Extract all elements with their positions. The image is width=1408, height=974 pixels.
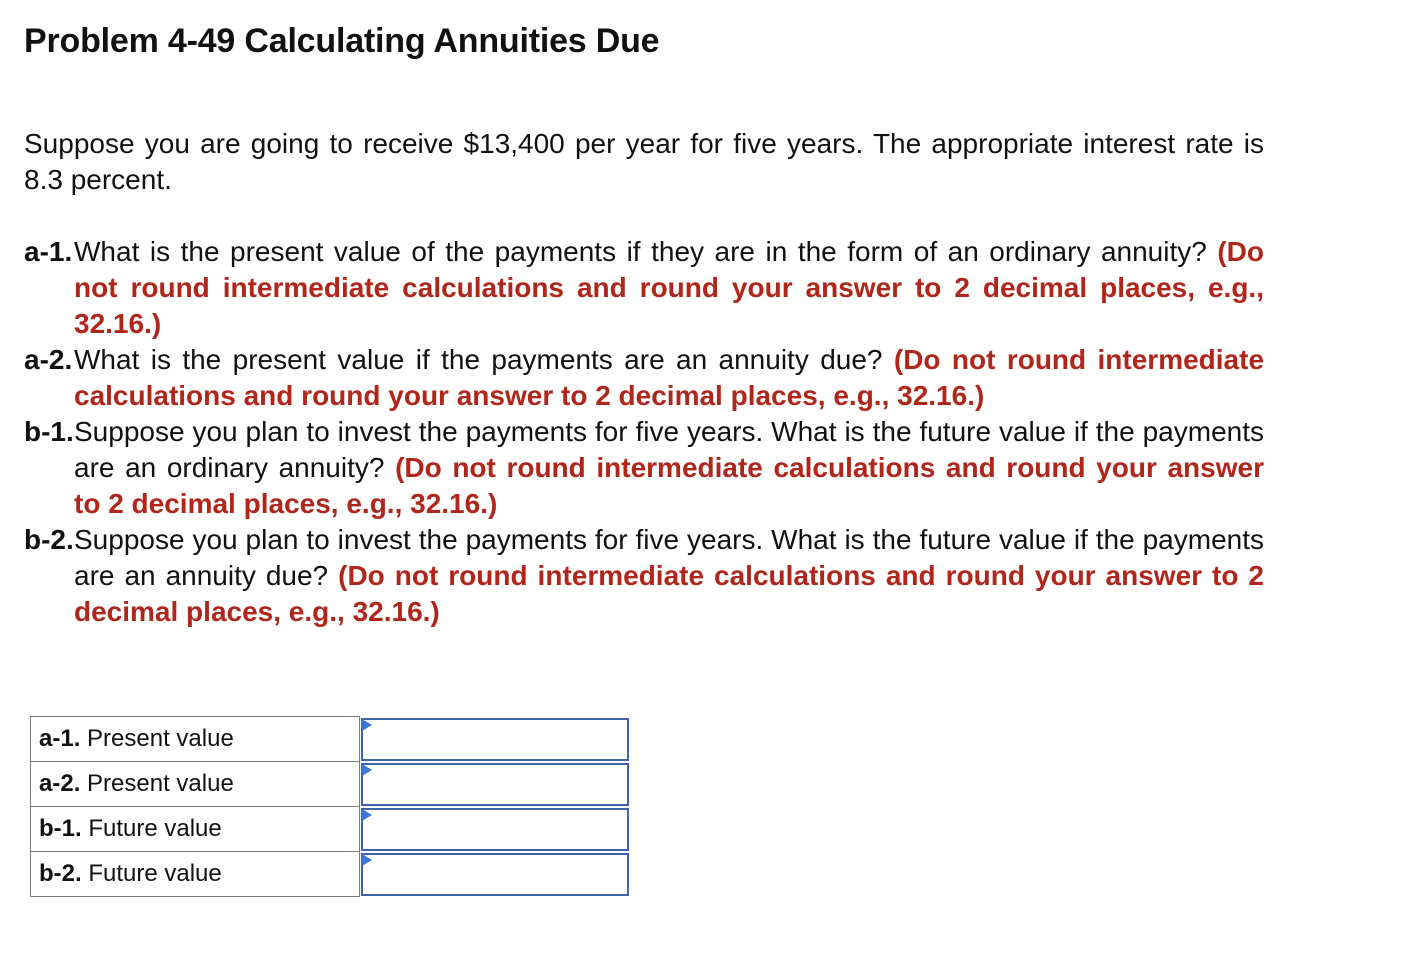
question-b1 bbox=[24, 414, 1264, 522]
question-label: b-1. bbox=[24, 416, 74, 447]
answer-label-b2 bbox=[31, 852, 360, 897]
present-value-a1-input[interactable] bbox=[361, 718, 629, 761]
answer-row-b2 bbox=[31, 852, 619, 897]
answer-id: b-1. bbox=[39, 815, 82, 842]
answer-label: Future value bbox=[88, 860, 222, 887]
question-a1 bbox=[24, 234, 1264, 342]
problem-intro: Suppose you are going to receive $13,400 per year for five years. The appropriate interest rate is 8.3 percent. bbox=[24, 128, 1264, 195]
answer-cell-b1 bbox=[360, 807, 619, 852]
page-title: Problem 4-49 Calculating Annuities Due bbox=[24, 22, 660, 60]
question-text: What is the present value if the payments are an annuity due? bbox=[74, 344, 883, 375]
answer-row-a2 bbox=[31, 762, 619, 807]
answer-cell-a2 bbox=[360, 762, 619, 807]
rounding-hint: (Do not round intermediate calculations and round your answer to 2 decimal places, e.g., 32.16.) bbox=[74, 560, 1265, 627]
answer-label: Present value bbox=[87, 770, 234, 797]
answer-label: Present value bbox=[87, 725, 234, 752]
future-value-b2-input[interactable] bbox=[361, 853, 629, 896]
answer-label: Future value bbox=[88, 815, 222, 842]
rounding-hint: (Do not round intermediate calculations and round your answer to 2 decimal places, e.g., 32.16.) bbox=[74, 236, 1264, 339]
answer-label-b1 bbox=[31, 807, 360, 852]
answer-label-a1 bbox=[31, 717, 360, 762]
question-body bbox=[74, 234, 1264, 342]
answer-id: a-1. bbox=[39, 725, 81, 752]
answer-cell-a1 bbox=[360, 717, 619, 762]
present-value-a2-input[interactable] bbox=[361, 763, 629, 806]
question-a2 bbox=[24, 342, 1264, 414]
question-text: Suppose you plan to invest the payments for five years. What is the future value if the payments are an annuity due? bbox=[74, 524, 1264, 591]
answer-id: a-2. bbox=[39, 770, 81, 797]
answer-cell-b2 bbox=[360, 852, 619, 897]
rounding-hint: (Do not round intermediate calculations and round your answer to 2 decimal places, e.g., 32.16.) bbox=[74, 452, 1264, 519]
answer-row-a1 bbox=[31, 717, 619, 762]
answer-table bbox=[30, 716, 619, 897]
future-value-b1-input[interactable] bbox=[361, 808, 629, 851]
answer-id: b-2. bbox=[39, 860, 82, 887]
question-body bbox=[74, 342, 1264, 414]
question-list bbox=[24, 234, 1264, 630]
question-text: Suppose you plan to invest the payments for five years. What is the future value if the payments are an ordinary annuity? bbox=[74, 416, 1264, 483]
question-label: b-2. bbox=[24, 524, 74, 555]
question-b2 bbox=[24, 522, 1264, 630]
rounding-hint: (Do not round intermediate calculations and round your answer to 2 decimal places, e.g., 32.16.) bbox=[74, 344, 1265, 411]
question-body bbox=[74, 522, 1264, 630]
question-text: What is the present value of the payments if they are in the form of an ordinary annuity? bbox=[74, 236, 1207, 267]
question-label: a-1. bbox=[24, 236, 73, 267]
question-body bbox=[74, 414, 1264, 522]
question-label: a-2. bbox=[24, 344, 73, 375]
answer-row-b1 bbox=[31, 807, 619, 852]
answer-label-a2 bbox=[31, 762, 360, 807]
